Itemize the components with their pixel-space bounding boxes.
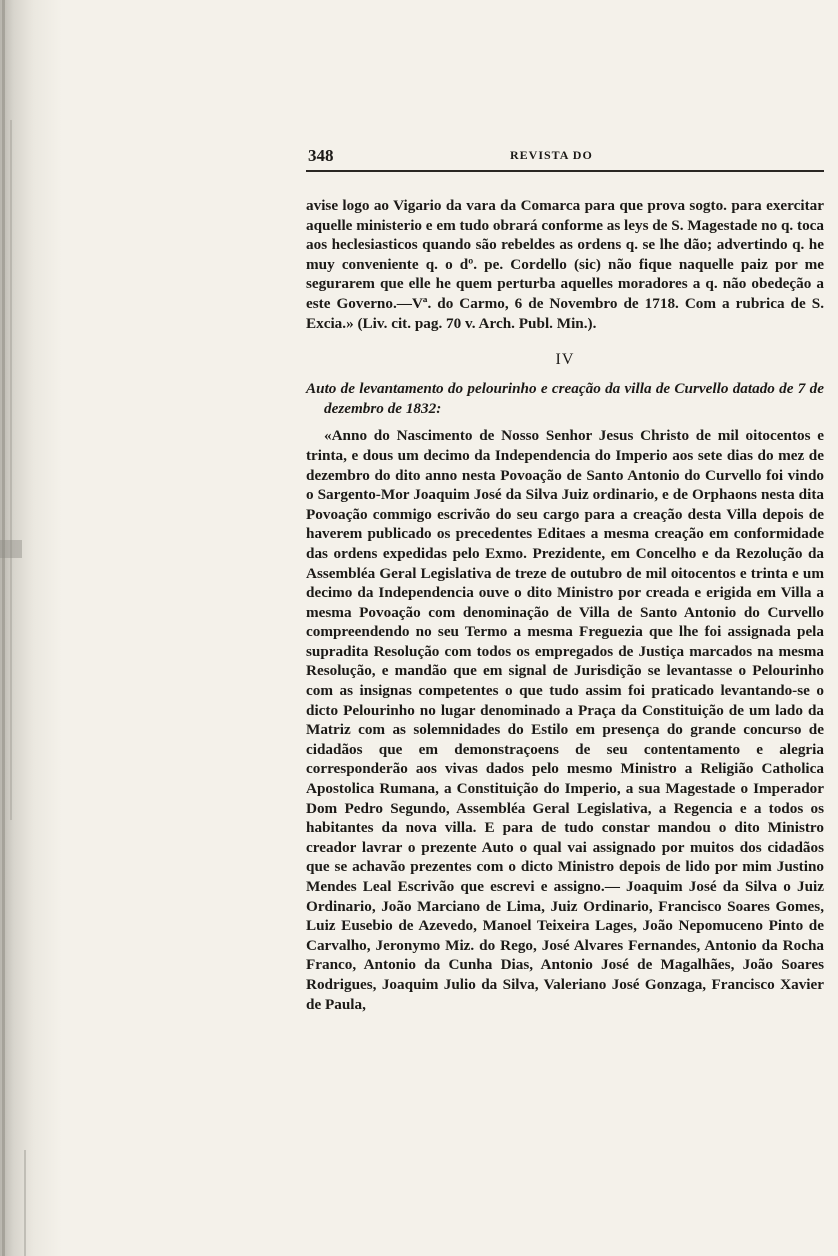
running-header (306, 146, 824, 172)
paragraph-auto: «Anno do Nascimento de Nosso Senhor Jesus Christo de mil oitocentos e trinta, e dous um decimo da Independencia do Imperio aos sete dias do mez de dezembro do dito anno nesta Povoação de Santo Antonio do Curvello foi vindo o Sargento-Mor Joaquim José da Silva Juiz ordinario, e de Orphaons nesta dita Povoação commigo escrivão do seu cargo para a creação desta Villa depois de haverem publicado os precedentes Editaes a mesma creação em conformidade das ordens expedidas pelo Exmo. Prezidente, em Concelho e da Rezolução da Assembléa Geral Legislativa de treze de outubro de mil oitocentos e trinta e um decimo da Independencia ouve o dito Ministro por creada e erigida em Villa a mesma Povoação com denominação de Villa de Santo Antonio do Curvello compreendendo no seu Termo a mesma Freguezia que lhe foi assignada pela supradita Resolução com todos os empregados de Justiça marcados na mesma Resolução, e mandão que em signal de Jurisdição se levantasse o Pelourinho com as insignas competentes o que tudo assim foi praticado levantando-se o dicto Pelourinho no lugar denominado a Praça da Constituição de um lado da Matriz com as solemnidades do Estilo em presença do grande concurso de cidadãos que em demonstraçoens de seu contentamento e alegria corresponderão aos vivas dados pelo mesmo Ministro a Religião Catholica Apostolica Rumana, a Constituição do Imperio, a sua Magestade o Imperador Dom Pedro Segundo, Assembléa Geral Legislativa, a Regencia e a todos os habitantes da nova villa. E para de tudo constar mandou o dito Ministro creador lavrar o prezente Auto o qual vai assignado por muitos dos cidadãos que se achavão prezentes com o dicto Ministro depois de lido por mim Justino Mendes Leal Escrivão que escrevi e assigno.— Joaquim José da Silva o Juiz Ordinario, João Marciano de Lima, Juiz Ordinario, Francisco Soares Gomes, Luiz Eusebio de Azevedo, Manoel Teixeira Lages, João Nepomuceno Pinto de Carvalho, Jeronymo Miz. do Rego, José Alvares Fernandes, Antonio da Rocha Franco, Antonio da Cunha Dias, Antonio José de Magalhães, João Soares Rodrigues, Joaquim Julio da Silva, Valeriano José Gonzaga, Francisco Xavier de Paula, (306, 427, 824, 1013)
section-heading: Auto de levantamento do pelourinho e creação da villa de Curvello datado de 7 de dezembro de 1832: (306, 380, 824, 417)
section-numeral: IV (555, 351, 575, 369)
running-title: REVISTA DO (510, 148, 593, 162)
paragraph-continued: avise logo ao Vigario da vara da Comarca para que prova sogto. para exercitar aquelle ministerio e em tudo obrará conforme as leys de S. Magestade no q. toca aos heclesiasticos quando são rebeldes as ordens q. se lhe dão; advertindo q. he muy conveniente q. o dº. pe. Cordello (sic) não fique naquelle paiz por me segurarem que elle he quem perturba aquelles moradores a q. não obedeção a este Governo.—Vª. do Carmo, 6 de Novembro de 1718. Com a rubrica de S. Excia.» (Liv. cit. pag. 70 v. Arch. Publ. Min.). (306, 197, 824, 332)
document-page (306, 146, 824, 1014)
page-number: 348 (308, 146, 334, 165)
scan-binding-edge (0, 0, 62, 1256)
